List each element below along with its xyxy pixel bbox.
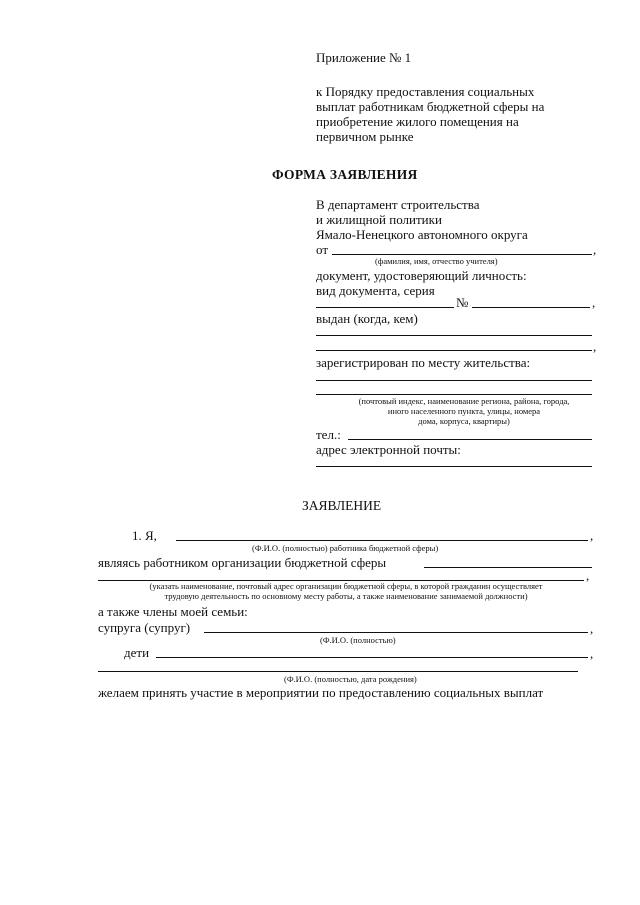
spouse-hint: (Ф.И.О. (полностью) [320,635,396,645]
email-field-line[interactable] [316,466,592,467]
issued-label: выдан (когда, кем) [316,311,418,326]
org-hint-2: трудовую деятельность по основному месту работы, а также наименование занимаемой должности) [164,591,528,601]
from-label: от [316,242,329,257]
from-hint: (фамилия, имя, отчество учителя) [375,256,498,266]
spouse-field-line[interactable] [204,632,588,633]
address-hint-1: (почтовый индекс, наименование региона, района, города, [358,396,570,406]
children-hint: (Ф.И.О. (полностью, дата рождения) [284,674,417,684]
issued-comma: , [593,339,597,354]
spouse-label: супруга (супруг) [98,620,191,635]
item-label: 1. Я, [132,528,157,543]
appendix-line-4: первичном рынке [316,129,414,144]
doc-type-label: вид документа, серия [316,283,435,298]
number-label: № [456,295,469,310]
phone-field-line[interactable] [348,439,592,440]
address-hint-2: иного населенного пункта, улицы, номера [387,406,541,416]
appendix-line-2: выплат работникам бюджетной сферы на [316,99,545,114]
address-field-line-2[interactable] [316,394,592,395]
from-field-line[interactable] [332,254,592,255]
applicant-comma: , [590,528,594,543]
org-hint-1: (указать наименование, почтовый адрес организации бюджетной сферы, в которой гражданин осуществляет [149,581,543,591]
addressee-line-3: Ямало-Ненецкого автономного округа [316,227,528,242]
address-field-line-1[interactable] [316,380,592,381]
issued-field-line-2[interactable] [316,350,592,351]
applicant-name-hint: (Ф.И.О. (полностью) работника бюджетной сферы) [252,543,439,553]
id-doc-label: документ, удостоверяющий личность: [316,268,527,283]
children-comma: , [590,646,594,661]
being-label: являясь работником организации бюджетной сферы [98,555,387,570]
address-hint-3: дома, корпуса, квартиры) [418,416,510,426]
appendix-line-1: к Порядку предоставления социальных [316,84,535,99]
children-field-line-1[interactable] [156,657,588,658]
doc-number-field-line[interactable] [472,307,590,308]
organization-field-line-1[interactable] [424,567,592,568]
children-field-line-2[interactable] [98,671,578,672]
registered-label: зарегистрирован по месту жительства: [316,355,531,370]
organization-comma: , [586,568,590,583]
phone-label: тел.: [316,427,341,442]
appendix-line-3: приобретение жилого помещения на [316,114,519,129]
addressee-line-1: В департамент строительства [316,197,480,212]
applicant-name-field-line[interactable] [176,540,588,541]
issued-field-line-1[interactable] [316,335,592,336]
spouse-comma: , [590,621,594,636]
statement-last-line: желаем принять участие в мероприятии по предоставлению социальных выплат [98,685,544,700]
form-title: ФОРМА ЗАЯВЛЕНИЯ [272,167,418,182]
from-comma: , [593,242,597,257]
email-label: адрес электронной почты: [316,442,461,457]
addressee-line-2: и жилищной политики [316,212,442,227]
children-label: дети [124,645,150,660]
family-label: а также члены моей семьи: [98,604,248,619]
statement-title: ЗАЯВЛЕНИЕ [302,498,382,513]
doc-series-field-line[interactable] [316,307,454,308]
number-comma: , [592,295,596,310]
appendix-title: Приложение № 1 [316,50,412,65]
